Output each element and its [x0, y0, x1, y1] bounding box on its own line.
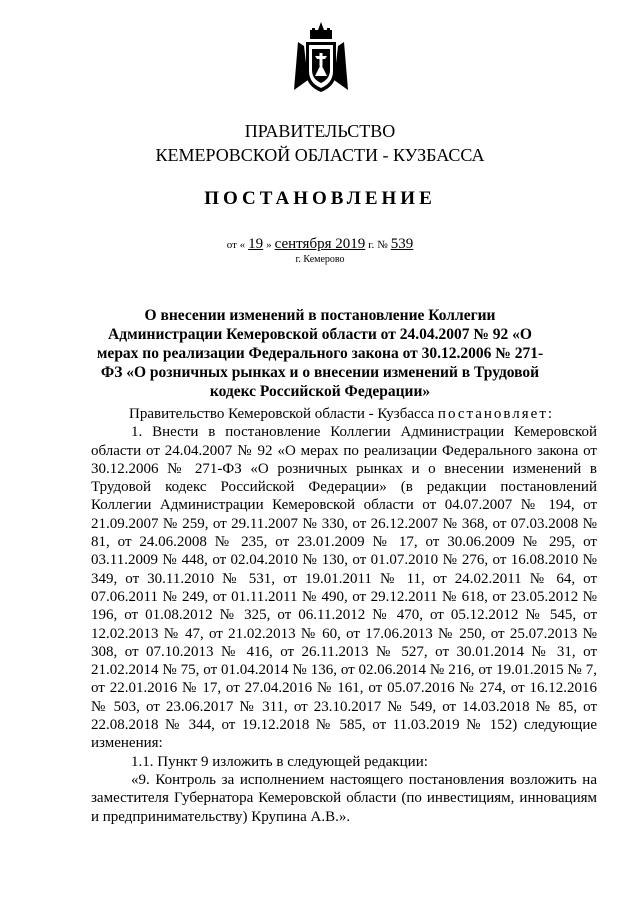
- organization-name-line1: ПРАВИТЕЛЬСТВО: [244, 121, 396, 141]
- intro-paragraph: [91, 405, 597, 423]
- date-year-suffix: г.: [368, 239, 375, 251]
- document-date-line: [0, 236, 640, 253]
- paragraph-9-text: «9. Контроль за исполнением настоящего постановления возложить на заместителя Губернатора Кемеровской области (по инвестициям, инновациям и предпринимательству) Крупина А.В.».: [91, 771, 597, 825]
- intro-prefix: Правительство Кемеровской области - Кузбасса: [129, 406, 435, 422]
- date-prefix: от «: [226, 239, 246, 251]
- date-day-close: »: [266, 239, 272, 251]
- organization-name-line2: КЕМЕРОВСКОЙ ОБЛАСТИ - КУЗБАССА: [155, 145, 485, 165]
- paragraph-1-1: 1.1. Пункт 9 изложить в следующей редакции:: [131, 753, 428, 770]
- document-city: г. Кемерово: [295, 254, 345, 265]
- document-type-heading: ПОСТАНОВЛЕНИЕ: [204, 188, 436, 209]
- document-number: 539: [390, 236, 414, 252]
- kemerovo-coat-of-arms-emblem: [290, 20, 352, 94]
- date-day: 19: [248, 236, 264, 252]
- document-body: [91, 405, 597, 826]
- number-label: №: [377, 239, 388, 251]
- paragraph-1: 1. Внести в постановление Коллегии Администрации Кемеровской области от 24.04.2007 № 92 «О мерах по реализации Федерального закона от 30.12.2006 № 271-ФЗ «О розничных рынках и о внесении изменений в Трудовой кодекс Российской Федерации» (в редакции постановлений Коллегии Администрации Кемеровской области от 04.07.2007 № 194, от 21.09.2007 № 259, от 29.11.2007 № 330, от 26.12.2007 № 368, от 07.03.2008 № 81, от 24.06.2008 № 235, от 23.01.2009 № 17, от 30.06.2009 № 295, от 03.11.2009 № 448, от 02.04.2010 № 130, от 01.07.2010 № 276, от 16.08.2010 № 349, от 30.11.2010 № 531, от 19.01.2011 № 11, от 24.02.2011 № 64, от 07.06.2011 № 249, от 01.11.2011 № 490, от 29.12.2011 № 618, от 23.05.2012 № 196, от 01.08.2012 № 325, от 06.11.2012 № 470, от 05.12.2012 № 545, от 12.02.2013 № 47, от 21.02.2013 № 60, от 17.06.2013 № 250, от 25.07.2013 № 308, от 07.10.2013 № 416, от 26.11.2013 № 527, от 30.01.2014 № 31, от 21.02.2014 № 75, от 01.04.2014 № 136, от 02.06.2014 № 216, от 19.01.2015 № 7, от 22.01.2016 № 17, от 27.04.2016 № 161, от 05.07.2016 № 274, от 16.12.2016 № 503, от 23.06.2017 № 311, от 23.10.2017 № 549, от 14.03.2018 № 85, от 22.08.2018 № 344, от 19.12.2018 № 585, от 11.03.2019 № 152) следующие изменения:: [91, 424, 597, 752]
- intro-verb: постановляет:: [437, 406, 555, 422]
- document-title: О внесении изменений в постановление Коллегии Администрации Кемеровской области от 24.04.2007 № 92 «О мерах по реализации Федерального закона от 30.12.2006 № 271-ФЗ «О розничных рынках и о внесении изменений в Трудовой кодекс Российской Федерации»: [96, 307, 544, 400]
- date-month-year: сентября 2019: [274, 236, 366, 252]
